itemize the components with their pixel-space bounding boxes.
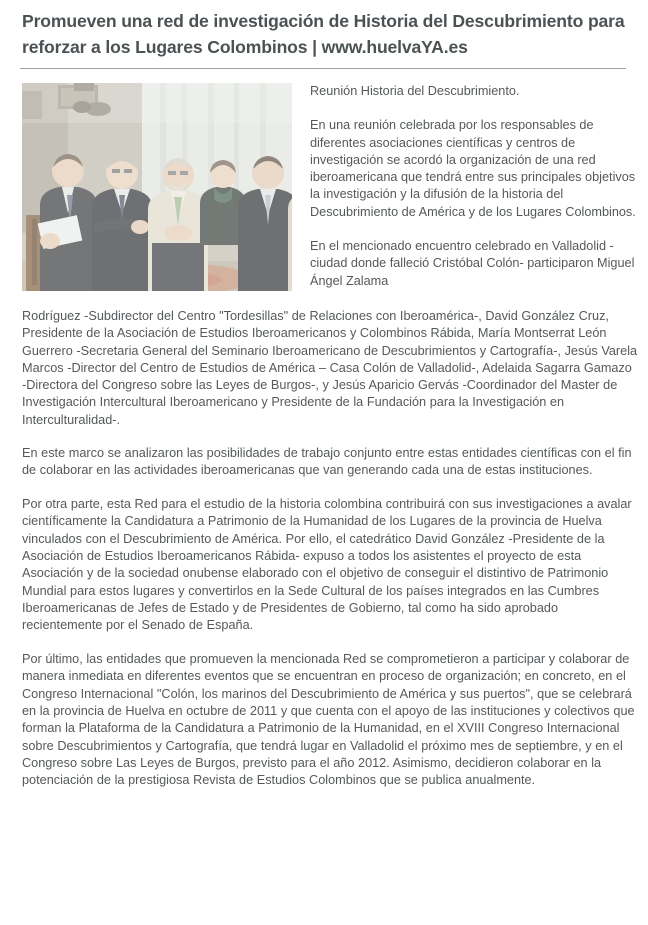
article-body [0,69,648,789]
page-title: Promueven una red de investigación de Historia del Descubrimiento para reforzar a los Lugares Colombinos | www.huelvaYA.es [22,11,625,57]
intro-block [22,83,638,307]
group-photo [22,83,292,291]
article-flow [22,307,638,789]
article-header [0,0,648,60]
paragraph-participants: Rodríguez -Subdirector del Centro "Tordesillas" de Relaciones con Iberoamérica-, David González Cruz, Presidente de la Asociación de Estudios Iberoamericanos y Colombinos Rábida, María Montserrat León Guerrero -Secretaria General del Seminario Iberoamericano de Descubrimientos y Cartografía-, Jesús Varela Marcos -Director del Centro de Estudios de América – Casa Colón de Valladolid-, Adelaida Sagarra Gamazo -Directora del Congreso sobre las Leyes de Burgos-, y Jesús Aparicio Gervás -Coordinador del Master de Investigación Intercultural Iberoamericano y Presidente de la Fundación para la Investigación en Interculturalidad-. [22,308,638,427]
group-photo-illustration [22,83,292,291]
paragraph-framework: En este marco se analizaron las posibilidades de trabajo conjunto entre estas entidades científicas con el fin de colaborar en las actividades iberoamericanas que van generando cada una de estas instituciones. [22,446,632,478]
paragraph-candidacy: Por otra parte, esta Red para el estudio de la historia colombina contribuirá con sus investigaciones a avalar científicamente la Candidatura a Patrimonio de la Humanidad de los Lugares de la provincia de Huelva vinculados con el Descubrimiento de América. Por ello, el catedrático David González -Presidente de la Asociación de Estudios Iberoamericanos Rábida- expuso a todos los asistentes el proyecto de esta Asociación y de la sociedad onubense elaborado con el objetivo de conseguir el distintivo de Patrimonio Mundial para estos lugares y convertirlos en la Sede Cultural de los países integrados en las Cumbres Iberoamericanas de Jefes de Estado y de Presidentes de Gobierno, tal como ha sido aprobado recientemente por el Senado de España. [22,497,632,633]
paragraph-events: Por último, las entidades que promueven la mencionada Red se comprometieron a participar y colaborar de manera inmediata en diferentes eventos que se encuentran en proceso de organización; en concreto, en el Congreso Internacional "Colón, los marinos del Descubrimiento de América y sus puertos", que se celebrará en la provincia de Huelva en octubre de 2011 y que cuenta con el apoyo de las instituciones y colectivos que forman la Plataforma de la Candidatura a Patrimonio de la Humanidad, en el XVIII Congreso Internacional sobre Descubrimientos y Cartografía, que tendrá lugar en Valladolid el próximo mes de septiembre, y en el Congreso sobre Las Leyes de Burgos, previsto para el año 2012. Asimismo, decidieron colaborar en la potenciación de la prestigiosa Revista de Estudios Colombinos que se publica anualmente. [22,652,635,788]
intro-paragraph-2-start: En el mencionado encuentro celebrado en Valladolid -ciudad donde falleció Cristóbal Colón- participaron Miguel Ángel Zalama [310,239,635,288]
lead-paragraph: Reunión Historia del Descubrimiento. [310,84,520,98]
intro-paragraph-1: En una reunión celebrada por los responsables de diferentes asociaciones científicas y centros de investigación se acordó la organización de una red iberoamericana que tendrá entre sus principales objetivos la investigación y la difusión de la historia del Descubrimiento de América y de los Lugares Colombinos. [310,118,636,219]
